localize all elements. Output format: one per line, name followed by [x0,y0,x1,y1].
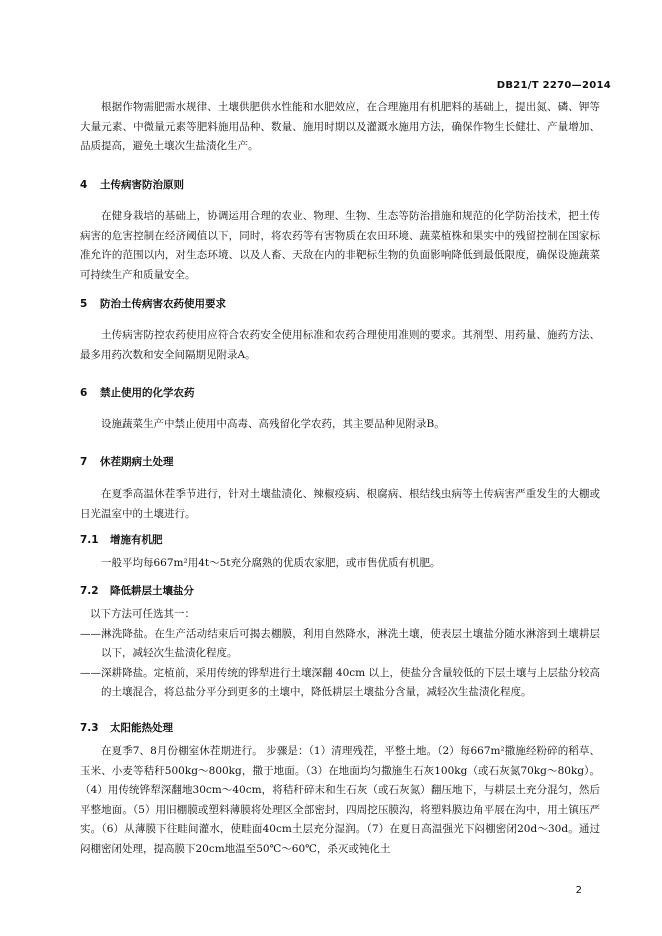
section-number: 7.3 [80,722,99,734]
section-title: 增施有机肥 [110,534,163,546]
section-title: 太阳能热处理 [110,722,173,734]
section-number: 4 [80,179,88,191]
section-5-body [80,326,600,365]
section-7-3-paragraph: 在夏季7、8月份棚室休茬期进行。 步骤是：（1）清理残茬，平整土地。（2）每667m²撒施经粉碎的稻草、玉米、小麦等秸秆500kg～800kg，撒于地面。（3）在地面均匀撒施生石灰100kg（或石灰氮70kg～80kg）。（4）用传统铧犁深翻地30cm～40cm，将秸秆碎末和生石灰（或石灰氮）翻压地下，与耕层土充分混匀，然后平整地面。（5）用旧棚膜或塑料薄膜将处理区全部密封，四周挖压膜沟，将塑料膜边角平展在沟中，用土镇压严实。（6）从薄膜下往畦间灌水，使畦面40cm土层充分湿润。（7）在夏日高温强光下闷棚密闭20d～30d。通过闷棚密闭处理，提高膜下20cm地温至50℃～60℃，杀灭或钝化土 [80,745,600,855]
section-6-body [80,415,600,435]
section-title: 防治土传病害农药使用要求 [100,298,226,310]
section-number: 6 [80,387,88,399]
section-7-1-heading [80,532,163,547]
section-6-heading [80,385,195,400]
section-4-body [80,207,600,285]
section-5-heading [80,296,226,311]
section-5-paragraph: 土传病害防控农药使用应符合农药安全使用标准和农药合理使用准则的要求。其剂型、用药量、施药方法、最多用药次数和安全间隔期见附录A。 [80,329,600,361]
page-number: 2 [575,885,582,896]
section-4-paragraph: 在健身栽培的基础上，协调运用合理的农业、物理、生物、生态等防治措施和规范的化学防治技术，把土传病害的危害控制在经济阈值以下，同时，将农药等有害物质在农田环境、蔬菜植株和果实中的残留控制在国家标准允许的范围以内，对生态环境、以及人畜、天敌在内的非靶标生物的负面影响降低到最低限度，确保设施蔬菜可持续生产和质量安全。 [80,210,600,281]
section-7-3-body [80,742,600,859]
list-item [80,664,600,703]
list-item-text: 淋洗降盐。在生产活动结束后可揭去棚膜，利用自然降水，淋洗土壤，使表层土壤盐分随水淋溶到土壤耕层以下，减轻次生盐渍化程度。 [101,627,600,659]
section-title: 土传病害防治原则 [100,179,184,191]
section-title: 禁止使用的化学农药 [100,387,195,399]
section-title: 降低耕层土壤盐分 [110,585,194,597]
list-item [80,625,600,664]
section-number: 7.2 [80,585,99,597]
section-title: 休茬期病土处理 [100,456,174,468]
section-7-1-paragraph: 一般平均每667m²用4t～5t充分腐熟的优质农家肥，或市售优质有机肥。 [101,557,441,569]
section-4-heading [80,177,184,192]
section-7-paragraph: 在夏季高温休茬季节进行，针对土壤盐渍化、辣椒疫病、根腐病、根结线虫病等土传病害严重发生的大棚或日光温室中的土壤进行。 [80,488,600,520]
section-number: 5 [80,298,88,310]
section-7-heading [80,454,174,469]
section-7-2-body [80,605,600,703]
document-code: DB21/T 2270—2014 [496,80,611,91]
intro-paragraph: 根据作物需肥需水规律、土壤供肥供水性能和水肥效应，在合理施用有机肥料的基础上，提出氮、磷、钾等大量元素、中微量元素等肥料施用品种、数量、施用时期以及灌溉水施用方法，确保作物生长健壮、产量增加、品质提高，避免土壤次生盐渍化生产。 [80,101,600,152]
section-6-paragraph: 设施蔬菜生产中禁止使用中高毒、高残留化学农药，其主要品种见附录B。 [101,418,445,430]
list-item-text: 深耕降盐。定植前，采用传统的铧犁进行土壤深翻 40cm 以上，使盐分含量较低的下层土壤与上层盐分较高的土壤混合，将总盐分平分到更多的土壤中，降低耕层土壤盐分含量，减轻次生盐渍化程度。 [101,666,600,698]
section-7-2-heading [80,583,194,598]
section-7-3-heading [80,720,173,735]
section-7-1-body [80,554,600,574]
list-dash: —— [80,627,101,640]
section-number: 7.1 [80,534,99,546]
list-dash: —— [80,666,101,679]
intro-section [80,98,600,157]
section-7-2-lead: 以下方法可任选其一： [90,608,195,620]
section-number: 7 [80,456,88,468]
section-7-body [80,485,600,524]
